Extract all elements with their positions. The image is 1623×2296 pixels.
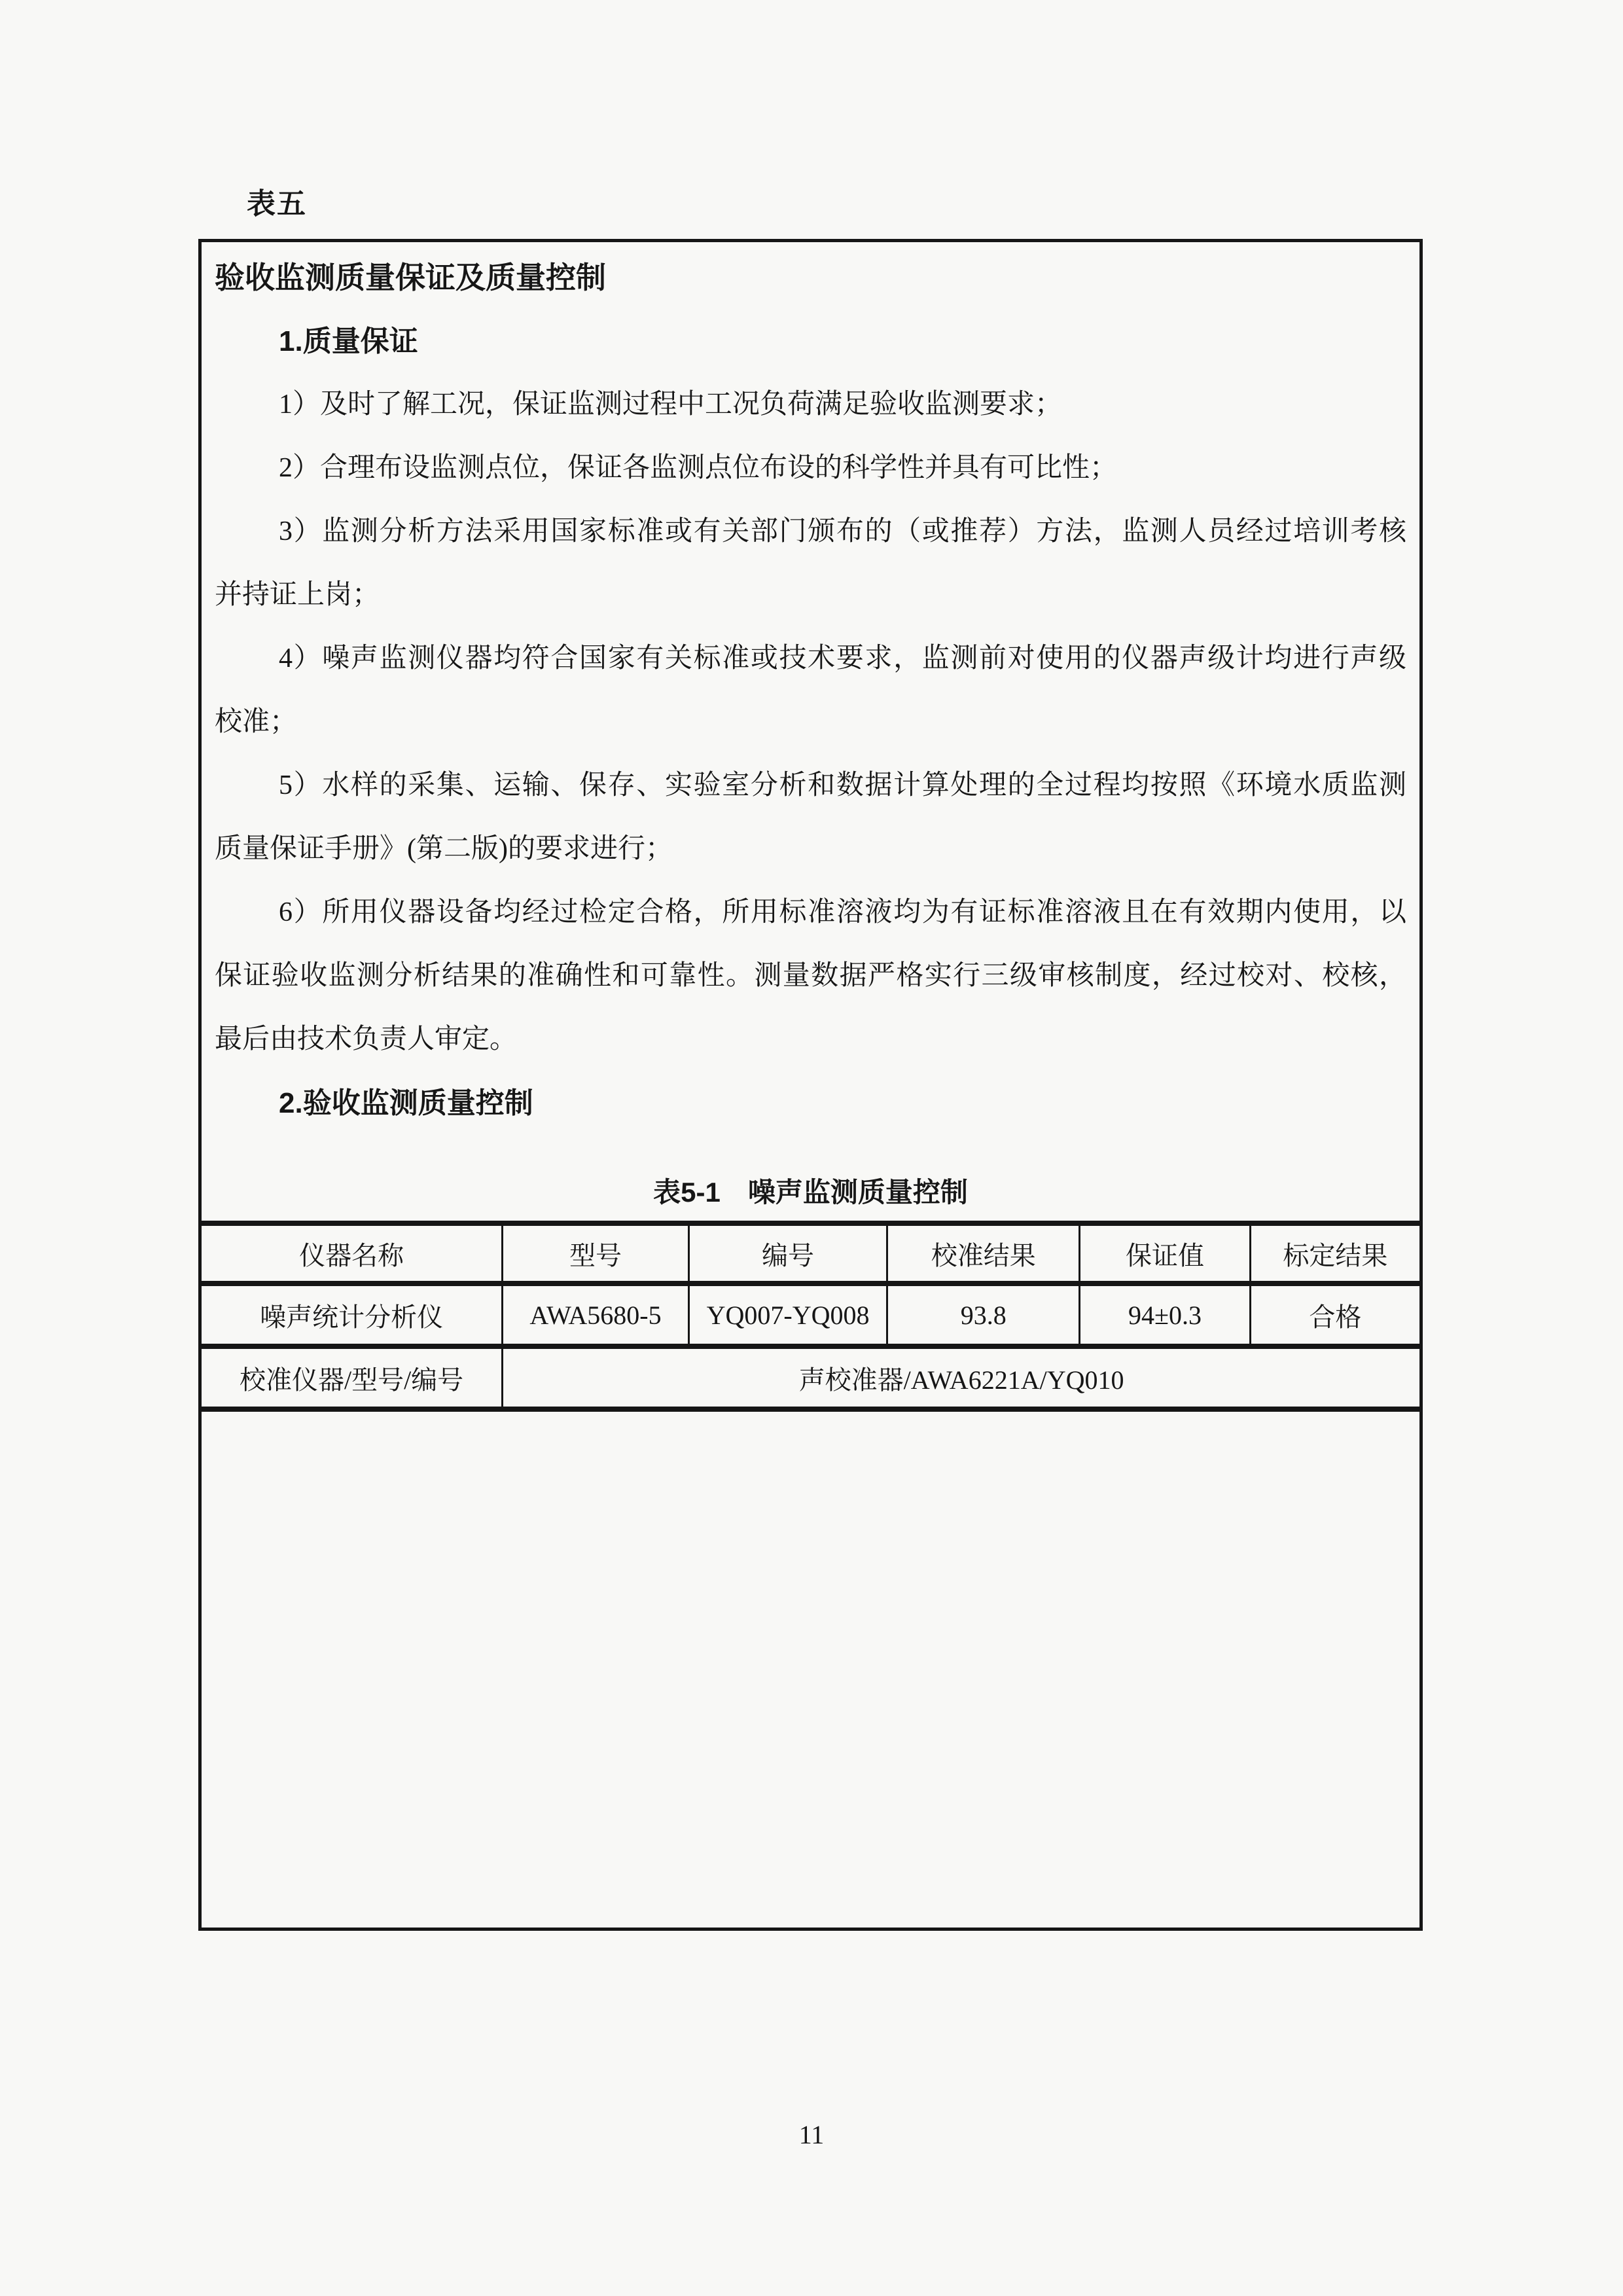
col-header-rating-result: 标定结果 — [1250, 1223, 1419, 1283]
col-header-model: 型号 — [503, 1223, 689, 1283]
instrument-serial-cell: YQ007-YQ008 — [688, 1283, 887, 1346]
body-line-6-continuation-2: 最后由技术负责人审定。 — [215, 1024, 518, 1054]
calibrator-value-cell: 声校准器/AWA6221A/YQ010 — [503, 1346, 1419, 1409]
body-line-5-continuation: 质量保证手册》(第二版)的要求进行； — [215, 834, 673, 864]
body-line-6: 6）所用仪器设备均经过检定合格，所用标准溶液均为有证标准溶液且在有效期内使用，以 — [279, 897, 1406, 927]
body-line-2: 2）合理布设监测点位，保证各监测点位布设的科学性并具有可比性； — [279, 453, 1118, 483]
qc-table-title: 表5-1 噪声监测质量控制 — [653, 1177, 968, 1208]
calibrator-label-cell: 校准仪器/型号/编号 — [202, 1346, 503, 1409]
body-line-4: 4）噪声监测仪器均符合国家有关标准或技术要求，监测前对使用的仪器声级计均进行声级 — [279, 643, 1406, 673]
calibrator-row — [202, 1346, 1419, 1409]
sheet-label: 表五 — [247, 188, 307, 220]
body-line-5: 5）水样的采集、运输、保存、实验室分析和数据计算处理的全过程均按照《环境水质监测 — [279, 770, 1406, 800]
instrument-row — [202, 1283, 1419, 1346]
qc-table — [202, 1221, 1419, 1412]
section-1-title: 1.质量保证 — [279, 325, 418, 357]
qc-table-header-row — [202, 1223, 1419, 1283]
col-header-guaranteed-value: 保证值 — [1080, 1223, 1251, 1283]
body-line-1: 1）及时了解工况，保证监测过程中工况负荷满足验收监测要求； — [279, 389, 1063, 420]
text-block — [202, 242, 1419, 1135]
body-line-6-continuation-1: 保证验收监测分析结果的准确性和可靠性。测量数据严格实行三级审核制度，经过校对、校核， — [215, 961, 1406, 991]
body-line-3-continuation: 并持证上岗； — [215, 580, 380, 610]
col-header-serial-number: 编号 — [688, 1223, 887, 1283]
instrument-model-cell: AWA5680-5 — [503, 1283, 689, 1346]
col-header-instrument-name: 仪器名称 — [202, 1223, 503, 1283]
calibration-result-cell: 93.8 — [887, 1283, 1080, 1346]
instrument-name-cell: 噪声统计分析仪 — [202, 1283, 503, 1346]
guaranteed-value-cell: 94±0.3 — [1080, 1283, 1251, 1346]
form-box — [198, 239, 1423, 1931]
section-2-title: 2.验收监测质量控制 — [279, 1087, 533, 1119]
box-heading: 验收监测质量保证及质量控制 — [215, 260, 606, 295]
body-line-3: 3）监测分析方法采用国家标准或有关部门颁布的（或推荐）方法，监测人员经过培训考核 — [279, 516, 1406, 547]
page-number: 11 — [798, 2120, 825, 2149]
body-line-4-continuation: 校准； — [215, 707, 298, 737]
rating-result-cell: 合格 — [1250, 1283, 1419, 1346]
col-header-calibration-result: 校准结果 — [887, 1223, 1080, 1283]
